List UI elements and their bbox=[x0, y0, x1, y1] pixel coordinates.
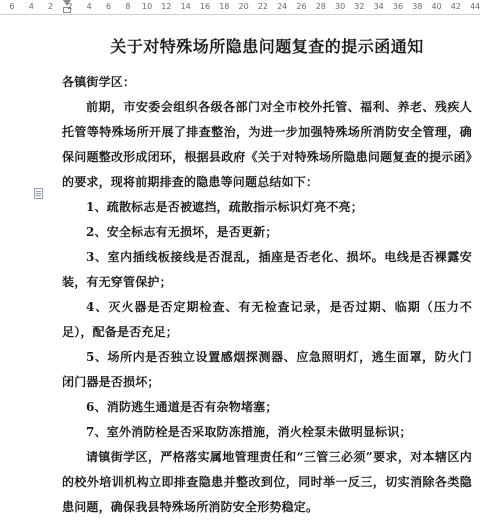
horizontal-ruler[interactable] bbox=[0, 0, 480, 15]
ruler-tick-label: 18 bbox=[219, 2, 230, 11]
ruler-tick-label: 20 bbox=[238, 2, 249, 11]
list-item: 6、消防逃生通道是否有杂物堵塞； bbox=[86, 400, 278, 414]
list-item: 7、室外消防栓是否采取防冻措施，消火栓泵未做明显标识； bbox=[86, 425, 412, 439]
list-item: 5、场所内是否独立设置感烟探测器、应急照明灯，逃生面罩，防火门闭门器是否损坏； bbox=[62, 350, 472, 389]
ruler-tick-label: 12 bbox=[161, 2, 172, 11]
ruler-tick-label: 24 bbox=[277, 2, 288, 11]
ruler-tick-label: 40 bbox=[431, 2, 442, 11]
ruler-tick-label: 26 bbox=[296, 2, 307, 11]
ruler-tick-label: 34 bbox=[373, 2, 384, 11]
ruler-tick-label: 4 bbox=[86, 2, 92, 11]
ruler-tick-label: 30 bbox=[335, 2, 346, 11]
ruler-tick-label: 38 bbox=[412, 2, 423, 11]
intro-paragraph: 前期，市安委会组织各级各部门对全市校外托管、福利、养老、残疾人托管等特殊场所开展了排查整治，为进一步加强特殊场所消防安全管理，确保问题整改形成闭环，根据县政府《关于对特殊场所隐患问题复查的提示函》的要求，现将前期排查的隐患等问题总结如下： bbox=[62, 100, 472, 189]
ruler-tick-label: 44 bbox=[470, 2, 480, 11]
ruler-tick-label: 4 bbox=[28, 2, 34, 11]
ruler-tick-label: 2 bbox=[48, 2, 54, 11]
list-item: 2、安全标志有无损坏，是否更新； bbox=[86, 225, 278, 239]
list-item: 3、室内插线板接线是否混乱，插座是否老化、损坏。电线是否裸露安装，有无穿管保护； bbox=[62, 250, 472, 289]
ruler-tick-label: 32 bbox=[354, 2, 365, 11]
ruler-tick-label: 2 bbox=[67, 2, 73, 11]
list-item: 1、疏散标志是否被遮挡，疏散指示标识灯亮不亮； bbox=[86, 200, 363, 214]
paragraph-layout-icon[interactable] bbox=[34, 188, 43, 199]
ruler-tick-label: 28 bbox=[315, 2, 326, 11]
document-title: 关于对特殊场所隐患问题复查的提示函通知 bbox=[110, 37, 424, 56]
ruler-tick-label: 6 bbox=[105, 2, 112, 11]
ruler-tick-label: 10 bbox=[142, 2, 153, 11]
salutation: 各镇街学区： bbox=[62, 75, 136, 89]
ruler-tick-label: 42 bbox=[450, 2, 461, 11]
ruler-tick-label: 14 bbox=[180, 2, 191, 11]
closing-paragraph: 请镇街学区，严格落实属地管理责任和“三管三必须”要求，对本辖区内的校外培训机构立即排查隐患并整改到位，同时举一反三，切实消除各类隐患问题，确保我县特殊场所消防安全形势稳定。 bbox=[62, 450, 472, 514]
ruler-tick-label: 16 bbox=[199, 2, 211, 11]
ruler-tick-label: 6 bbox=[9, 2, 15, 11]
document-page[interactable] bbox=[62, 22, 472, 514]
ruler-tick-label: 8 bbox=[125, 2, 131, 11]
list-item: 4、灭火器是否定期检查、有无检查记录，是否过期、临期（压力不足），配备是否充足； bbox=[62, 300, 472, 339]
ruler-tick-label: 22 bbox=[257, 2, 268, 11]
ruler-tick-label: 36 bbox=[392, 2, 404, 11]
